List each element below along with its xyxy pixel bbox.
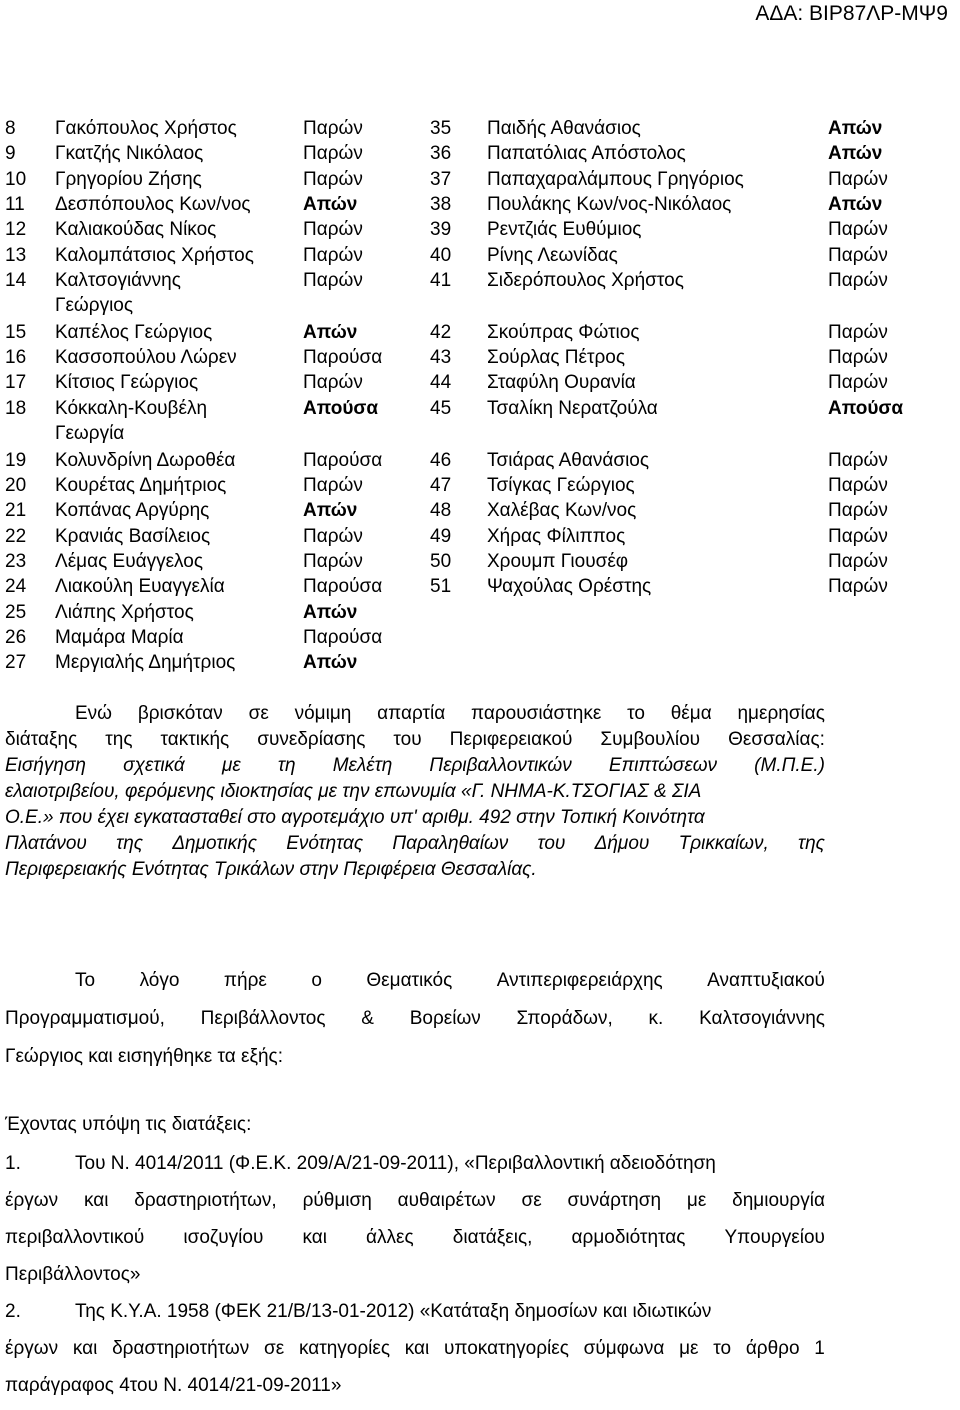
- member-name: Σιδερόπουλος Χρήστος: [487, 269, 684, 291]
- word: Θεματικός: [366, 970, 453, 991]
- item-text: Της Κ.Υ.Α. 1958 (ΦΕΚ 21/Β/13-01-2012) «Κατάταξη δημοσίων και ιδιωτικών: [75, 1301, 712, 1322]
- word: πήρε: [223, 970, 267, 991]
- word: δημιουργία: [732, 1190, 825, 1211]
- member-number: 17: [5, 372, 27, 394]
- member-number: 49: [430, 525, 452, 547]
- member-name: Μεργιαλής Δημήτριος: [55, 652, 236, 674]
- member-number: 43: [430, 347, 452, 369]
- attendance-status: Παρών: [303, 143, 363, 165]
- attendance-status: Παρών: [828, 525, 888, 547]
- member-number: 37: [430, 168, 452, 190]
- text-line: [5, 1151, 825, 1188]
- word: Περιφερειακού: [449, 729, 573, 750]
- word: δραστηριοτήτων: [112, 1338, 250, 1359]
- member-name: Μαμάρα Μαρία: [55, 626, 184, 648]
- attendance-row: [5, 217, 415, 242]
- text-line: [5, 1299, 825, 1336]
- member-name: Κόκκαλη-Κουβέλη: [55, 397, 208, 419]
- attendance-row: [430, 574, 950, 599]
- word: της: [105, 729, 133, 750]
- attendance-row: [5, 141, 415, 166]
- word: Εισήγηση: [5, 755, 86, 776]
- document-code: ΑΔΑ: ΒΙΡ87ΛΡ-ΜΨ9: [755, 2, 948, 25]
- member-number: 50: [430, 550, 452, 572]
- member-number: 19: [5, 449, 27, 471]
- word: 1: [814, 1338, 825, 1359]
- member-name: Καπέλος Γεώργιος: [55, 321, 213, 343]
- text-line: Περιφερειακής Ενότητας Τρικάλων στην Περιφέρεια Θεσσαλίας.: [5, 859, 537, 880]
- word: αυθαιρέτων: [397, 1190, 496, 1211]
- member-number: 26: [5, 626, 27, 648]
- word: το: [713, 1338, 732, 1359]
- text-line: Γεώργιος και εισηγήθηκε τα εξής:: [5, 1046, 283, 1067]
- text-line: [5, 727, 825, 753]
- member-name: Γρηγορίου Ζήσης: [55, 168, 202, 190]
- member-number: 8: [5, 118, 16, 139]
- member-number: 18: [5, 397, 27, 419]
- attendance-status: Παρών: [303, 244, 363, 266]
- member-number: 45: [430, 397, 452, 419]
- word: Πλατάνου: [5, 833, 87, 854]
- agenda-paragraph: [5, 701, 825, 883]
- word: θέμα: [670, 703, 712, 724]
- attendance-status: Παρούσα: [303, 576, 383, 598]
- word: Καλτσογιάννης: [699, 1008, 825, 1029]
- member-name: Παιδής Αθανάσιος: [487, 118, 641, 139]
- word: της: [798, 833, 825, 854]
- word: Σποράδων,: [516, 1008, 613, 1029]
- word: υποκατηγορίες: [444, 1338, 569, 1359]
- member-name: Χαλέβας Κων/νος: [487, 500, 637, 522]
- member-number: 15: [5, 321, 27, 343]
- member-name: Τσίγκας Γεώργιος: [487, 475, 635, 496]
- member-number: 16: [5, 347, 27, 369]
- word: Δήμου: [594, 833, 650, 854]
- word: συνάρτηση: [567, 1190, 662, 1211]
- member-number: 9: [5, 143, 16, 165]
- member-name: Γακόπουλος Χρήστος: [55, 118, 237, 139]
- attendance-row: [5, 650, 415, 675]
- word: της: [116, 833, 144, 854]
- attendance-row: [430, 243, 950, 268]
- word: (Μ.Π.Ε.): [754, 755, 825, 776]
- member-name: Καλτσογιάννης: [55, 269, 181, 291]
- word: σύμφωνα: [583, 1338, 665, 1359]
- word: του: [393, 729, 422, 750]
- word: και: [302, 1227, 327, 1248]
- word: Περιβαλλοντικών: [429, 755, 572, 776]
- attendance-row: [5, 498, 415, 523]
- attendance-status: Παρών: [828, 244, 888, 266]
- word: διάταξης: [5, 729, 78, 750]
- attendance-status: Απών: [828, 143, 883, 165]
- member-number: 14: [5, 269, 27, 291]
- member-number: 10: [5, 168, 27, 190]
- attendance-row: [5, 167, 415, 192]
- member-number: 27: [5, 652, 27, 674]
- attendance-status: Παρούσα: [303, 626, 383, 648]
- attendance-status: Απών: [303, 601, 358, 623]
- word: περιβαλλοντικού: [5, 1227, 145, 1248]
- member-number: 23: [5, 550, 27, 572]
- member-name: Ρεντζιάς Ευθύμιος: [487, 219, 642, 241]
- attendance-status: Παρών: [828, 269, 888, 291]
- attendance-status: Παρών: [303, 118, 363, 139]
- attendance-status: Απών: [828, 193, 883, 215]
- member-number: 20: [5, 475, 27, 496]
- member-number: 22: [5, 525, 27, 547]
- attendance-status: Παρών: [828, 550, 888, 572]
- text-line: [5, 1188, 825, 1225]
- attendance-status: Παρούσα: [303, 449, 383, 471]
- attendance-status: Παρούσα: [303, 347, 383, 369]
- word: ο: [311, 970, 322, 991]
- member-number: 12: [5, 219, 27, 241]
- member-name: Κρανιάς Βασίλειος: [55, 525, 211, 547]
- attendance-row: [5, 524, 415, 549]
- word: δραστηριοτήτων,: [134, 1190, 277, 1211]
- text-line: ελαιοτριβείου, φερόμενης ιδιοκτησίας με την επωνυμία «Γ. ΝΗΜΑ-Κ.ΤΣΟΓΙΑΣ & ΣΙΑ: [5, 781, 702, 802]
- word: άρθρο: [745, 1338, 800, 1359]
- attendance-row: [5, 549, 415, 574]
- attendance-status: Παρών: [303, 372, 363, 394]
- attendance-row: [5, 574, 415, 599]
- attendance-row: [430, 116, 950, 141]
- attendance-status: Παρών: [828, 475, 888, 496]
- attendance-row: [430, 396, 950, 421]
- attendance-row: [5, 320, 415, 345]
- attendance-status: Απών: [303, 193, 358, 215]
- member-number: 36: [430, 143, 452, 165]
- text-line: [5, 753, 825, 779]
- attendance-status: Απούσα: [303, 397, 379, 419]
- item-number: 1.: [5, 1153, 21, 1174]
- text-line: παράγραφος 4του Ν. 4014/21-09-2011»: [5, 1375, 342, 1396]
- attendance-status: Παρών: [828, 219, 888, 241]
- word: Μελέτη: [332, 755, 393, 776]
- member-name: Παπατόλιας Απόστολος: [487, 143, 686, 165]
- provisions-list: [5, 1151, 825, 1410]
- word: νόμιμη: [294, 703, 352, 724]
- attendance-status: Παρών: [828, 347, 888, 369]
- attendance-row: [430, 345, 950, 370]
- member-number: 47: [430, 475, 452, 496]
- word: άλλες: [366, 1227, 414, 1248]
- attendance-row: [430, 167, 950, 192]
- member-name: Δεσπόπουλος Κων/νος: [55, 193, 251, 215]
- word: Ενότητας: [286, 833, 364, 854]
- word: αρμοδιότητας: [571, 1227, 686, 1248]
- attendance-row: [430, 320, 950, 345]
- word: με: [679, 1338, 699, 1359]
- attendance-status: Απούσα: [828, 397, 904, 419]
- attendance-row: [430, 192, 950, 217]
- word: Βορείων: [409, 1008, 481, 1029]
- attendance-row: [430, 141, 950, 166]
- member-name: Ψαχούλας Ορέστης: [487, 576, 652, 598]
- text-line: [5, 1336, 825, 1373]
- attendance-row: [430, 370, 950, 395]
- member-number: 40: [430, 244, 452, 266]
- attendance-status: Απών: [303, 652, 358, 674]
- word: και: [83, 1190, 109, 1211]
- word: Τρικκαίων,: [678, 833, 769, 854]
- attendance-status: Παρών: [828, 321, 888, 343]
- attendance-status: Παρών: [303, 168, 363, 190]
- word: κ.: [648, 1008, 664, 1029]
- text-line: [5, 701, 825, 727]
- attendance-status: Απών: [303, 321, 358, 343]
- word: το: [627, 703, 645, 724]
- word: διατάξεις,: [452, 1227, 533, 1248]
- member-name: Πουλάκης Κων/νος-Νικόλαος: [487, 193, 732, 215]
- word: του: [537, 833, 566, 854]
- attendance-row: [5, 243, 415, 268]
- word: Θεσσαλίας:: [728, 729, 825, 750]
- member-name: Λέμας Ευάγγελος: [55, 550, 203, 572]
- item-number: 2.: [5, 1301, 21, 1322]
- text-line: [5, 831, 825, 857]
- member-number: 38: [430, 193, 452, 215]
- attendance-row: [5, 448, 415, 473]
- considering-heading: Έχοντας υπόψη τις διατάξεις:: [5, 1114, 252, 1135]
- word: συνεδρίασης: [257, 729, 366, 750]
- attendance-row: [5, 473, 415, 498]
- attendance-status: Παρών: [828, 500, 888, 522]
- item-text: Του Ν. 4014/2011 (Φ.Ε.Κ. 209/Α/21-09-2011), «Περιβαλλοντική αδειοδότηση: [75, 1153, 716, 1174]
- attendance-status: Παρών: [828, 576, 888, 598]
- attendance-row: [430, 549, 950, 574]
- member-name-continued: Γεωργία: [55, 422, 125, 444]
- word: Το: [75, 970, 96, 991]
- attendance-status: Παρών: [828, 372, 888, 394]
- word: Επιπτώσεων: [608, 755, 717, 776]
- word: κατηγορίες: [298, 1338, 391, 1359]
- member-name: Κουρέτας Δημήτριος: [55, 475, 227, 496]
- member-number: 21: [5, 500, 27, 522]
- word: σε: [521, 1190, 542, 1211]
- attendance-row: [5, 345, 415, 370]
- word: Υπουργείου: [724, 1227, 825, 1248]
- member-name: Σκούπρας Φώτιος: [487, 321, 640, 343]
- word: ισοζυγίου: [183, 1227, 264, 1248]
- attendance-status: Απών: [828, 118, 883, 139]
- attendance-row: [430, 217, 950, 242]
- member-name: Σταφύλη Ουρανία: [487, 372, 636, 394]
- member-name: Κοπάνας Αργύρης: [55, 500, 210, 522]
- word: με: [686, 1190, 707, 1211]
- text-line: Περιβάλλοντος»: [5, 1264, 141, 1285]
- member-name-continued: Γεώργιος: [55, 294, 134, 316]
- member-name: Ρίνης Λεωνίδας: [487, 244, 618, 266]
- speaker-paragraph: [5, 962, 825, 1076]
- word: λόγο: [139, 970, 180, 991]
- member-name: Κίτσιος Γεώργιος: [55, 372, 199, 394]
- attendance-row: [430, 448, 950, 473]
- attendance-row: [430, 268, 950, 293]
- attendance-row: [5, 370, 415, 395]
- member-number: 13: [5, 244, 27, 266]
- attendance-row: [5, 396, 415, 444]
- word: Συμβουλίου: [600, 729, 701, 750]
- word: σε: [264, 1338, 285, 1359]
- word: Αναπτυξιακού: [707, 970, 825, 991]
- member-name: Κολυνδρίνη Δωροθέα: [55, 449, 236, 471]
- attendance-status: Παρών: [303, 269, 363, 291]
- word: ρύθμιση: [302, 1190, 372, 1211]
- member-number: 44: [430, 372, 452, 394]
- word: &: [361, 1008, 374, 1029]
- member-name: Καλομπάτσιος Χρήστος: [55, 244, 254, 266]
- attendance-status: Παρών: [303, 525, 363, 547]
- attendance-row: [5, 268, 415, 316]
- word: Περιβάλλοντος: [200, 1008, 326, 1029]
- word: Παραληθαίων: [392, 833, 509, 854]
- member-name: Τσιάρας Αθανάσιος: [487, 449, 650, 471]
- word: σε: [248, 703, 269, 724]
- member-number: 42: [430, 321, 452, 343]
- attendance-status: Παρών: [303, 550, 363, 572]
- member-number: 41: [430, 269, 452, 291]
- member-number: 24: [5, 576, 27, 598]
- member-name: Τσαλίκη Νερατζούλα: [487, 397, 658, 419]
- member-name: Παπαχαραλάμπους Γρηγόριος: [487, 168, 744, 190]
- word: Ενώ: [75, 703, 113, 724]
- member-name: Λιακούλη Ευαγγελία: [55, 576, 225, 598]
- member-number: 48: [430, 500, 452, 522]
- attendance-status: Παρών: [303, 219, 363, 241]
- member-number: 11: [5, 193, 25, 215]
- attendance-status: Παρών: [828, 168, 888, 190]
- word: και: [404, 1338, 430, 1359]
- attendance-row: [5, 192, 415, 217]
- attendance-row: [430, 498, 950, 523]
- member-name: Κασσοπούλου Λώρεν: [55, 347, 237, 369]
- member-number: 25: [5, 601, 27, 623]
- word: παρουσιάστηκε: [471, 703, 602, 724]
- text-line: Ο.Ε.» που έχει εγκατασταθεί στο αγροτεμάχιο υπ' αριθμ. 492 στην Τοπική Κοινότητα: [5, 807, 705, 828]
- member-number: 46: [430, 449, 452, 471]
- word: σχετικά: [123, 755, 185, 776]
- attendance-row: [5, 625, 415, 650]
- attendance-row: [5, 600, 415, 625]
- word: απαρτία: [377, 703, 446, 724]
- text-line: [5, 1000, 825, 1038]
- member-number: 35: [430, 118, 452, 139]
- word: Προγραμματισμού,: [5, 1008, 165, 1029]
- word: Αντιπεριφερειάρχης: [496, 970, 663, 991]
- word: ημερησίας: [737, 703, 825, 724]
- attendance-row: [430, 524, 950, 549]
- attendance-row: [5, 116, 415, 141]
- word: τη: [277, 755, 296, 776]
- word: έργων: [5, 1190, 59, 1211]
- member-name: Καλιακούδας Νίκος: [55, 219, 217, 241]
- attendance-status: Απών: [303, 500, 358, 522]
- member-name: Χήρας Φίλιππος: [487, 525, 626, 547]
- word: Δημοτικής: [172, 833, 257, 854]
- attendance-status: Παρών: [303, 475, 363, 496]
- text-line: [5, 1225, 825, 1262]
- member-number: 51: [430, 576, 452, 598]
- member-number: 39: [430, 219, 452, 241]
- word: έργων: [5, 1338, 59, 1359]
- member-name: Λιάπης Χρήστος: [55, 601, 194, 623]
- member-name: Σούρλας Πέτρος: [487, 347, 626, 369]
- word: τακτικής: [160, 729, 230, 750]
- word: με: [221, 755, 241, 776]
- attendance-row: [430, 473, 950, 498]
- member-name: Γκατζής Νικόλαος: [55, 143, 204, 165]
- attendance-status: Παρών: [828, 449, 888, 471]
- word: και: [72, 1338, 98, 1359]
- text-line: [5, 962, 825, 1000]
- word: βρισκόταν: [137, 703, 223, 724]
- member-name: Χρουμπ Γιουσέφ: [487, 550, 629, 572]
